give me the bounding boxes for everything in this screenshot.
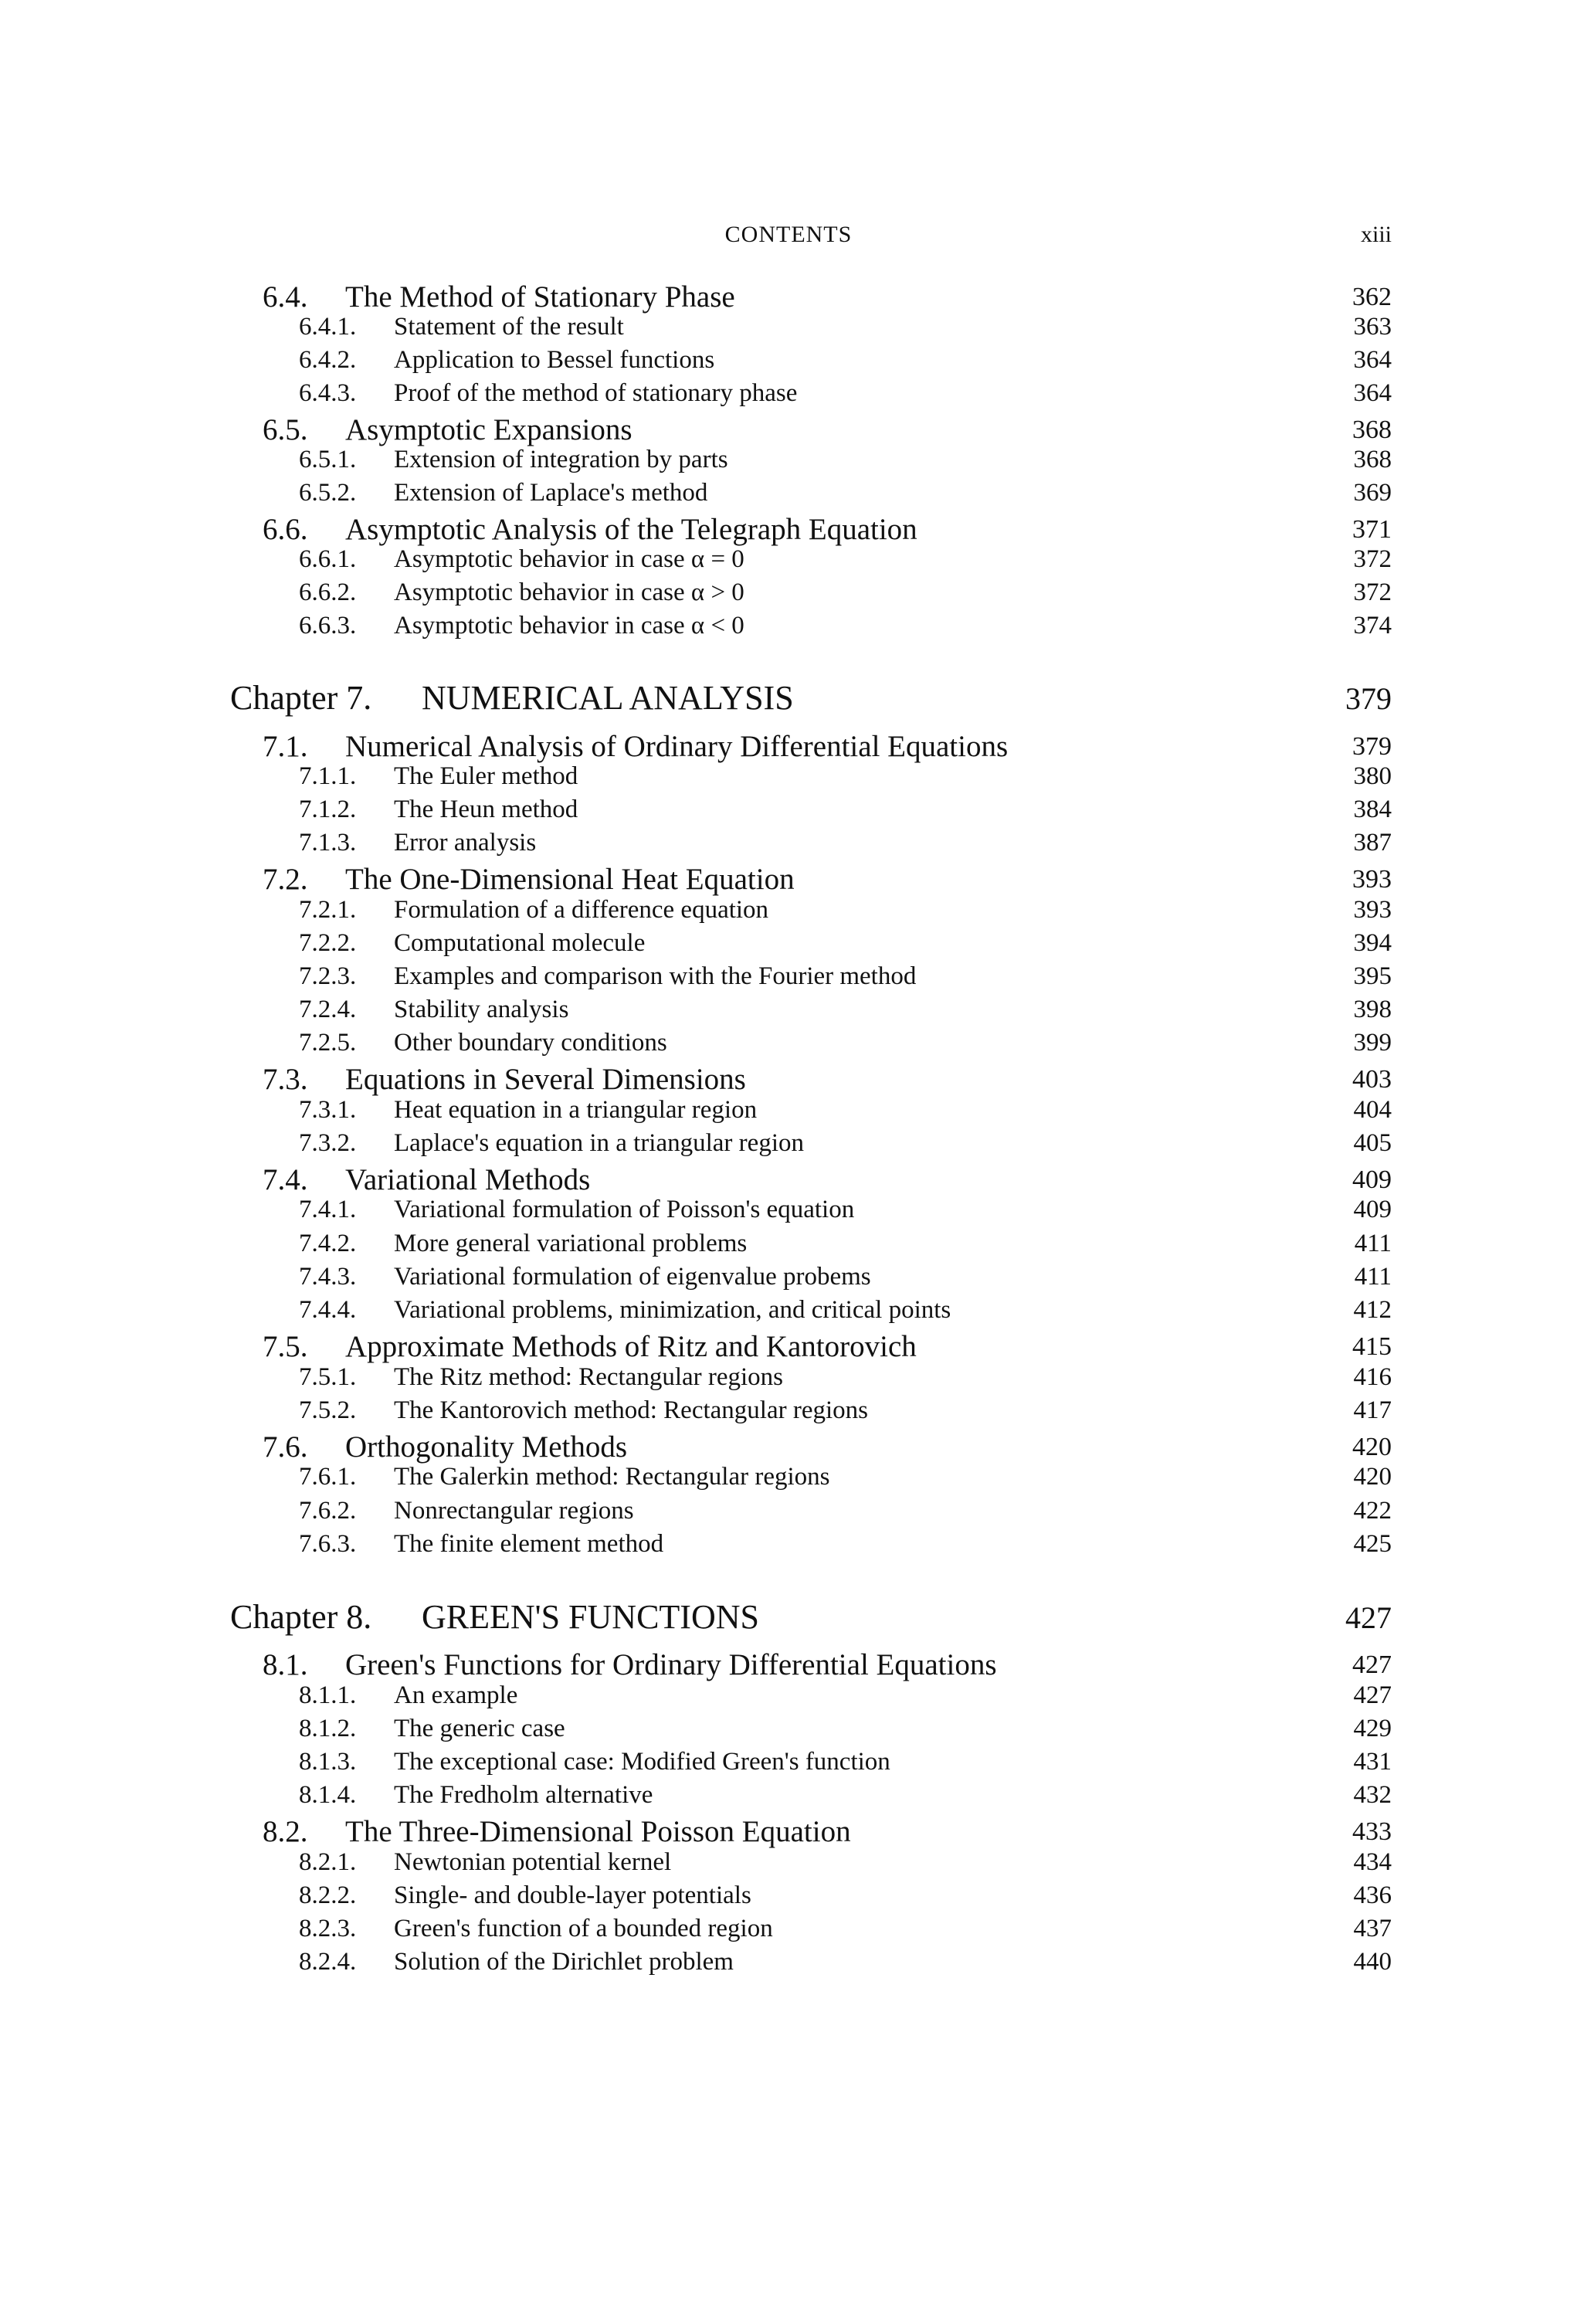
toc-entry-page-number: 393 (1353, 896, 1392, 924)
toc-entry-number: 8.2.1. (299, 1848, 357, 1876)
toc-entry-title: Single- and double-layer potentials (394, 1881, 751, 1909)
toc-entry-title: The Galerkin method: Rectangular regions (394, 1463, 830, 1491)
toc-entry-title: Nonrectangular regions (394, 1497, 634, 1525)
toc-entry-title: Green's Functions for Ordinary Differential Equations (345, 1648, 997, 1681)
toc-entry-page-number: 362 (1352, 283, 1392, 311)
toc-entry-title: Orthogonality Methods (345, 1430, 628, 1464)
toc-entry-number: 6.5.1. (299, 446, 357, 473)
toc-subsection-entry[interactable] (0, 1196, 1577, 1226)
toc-section-entry[interactable] (0, 512, 1577, 548)
toc-subsection-entry[interactable] (0, 1363, 1577, 1394)
toc-entry-number: 6.6.2. (299, 578, 357, 606)
toc-section-entry[interactable] (0, 1430, 1577, 1465)
toc-entry-number: 8.1. (263, 1648, 308, 1681)
toc-entry-title: The exceptional case: Modified Green's function (394, 1748, 890, 1776)
toc-entry-number: 6.4.2. (299, 346, 357, 374)
toc-entry-title: An example (394, 1681, 518, 1709)
toc-entry-title: Asymptotic behavior in case α < 0 (394, 612, 744, 640)
toc-entry-page-number: 415 (1352, 1332, 1392, 1361)
toc-entry-title: The Three-Dimensional Poisson Equation (345, 1815, 851, 1848)
toc-entry-page-number: 412 (1353, 1296, 1392, 1324)
toc-entry-title: The Method of Stationary Phase (345, 280, 735, 314)
toc-entry-page-number: 395 (1353, 962, 1392, 990)
toc-entry-title: Solution of the Dirichlet problem (394, 1948, 734, 1976)
toc-subsection-entry[interactable] (0, 1530, 1577, 1561)
toc-entry-page-number: 420 (1352, 1433, 1392, 1461)
toc-entry-title: Approximate Methods of Ritz and Kantorovich (345, 1330, 917, 1363)
toc-entry-page-number: 425 (1353, 1530, 1392, 1558)
running-header (0, 222, 1577, 253)
toc-entry-title: Proof of the method of stationary phase (394, 379, 798, 407)
toc-entry-title: Stability analysis (394, 996, 569, 1023)
toc-entry-number: 7.3. (263, 1063, 308, 1096)
toc-entry-title: The Ritz method: Rectangular regions (394, 1363, 784, 1391)
toc-subsection-entry[interactable] (0, 929, 1577, 960)
toc-subsection-entry[interactable] (0, 313, 1577, 344)
toc-entry-title: Newtonian potential kernel (394, 1848, 672, 1876)
toc-entry-number: 7.3.2. (299, 1129, 357, 1157)
toc-entry-number: 8.2.4. (299, 1948, 357, 1976)
toc-entry-title: Equations in Several Dimensions (345, 1063, 746, 1096)
toc-entry-page-number: 431 (1353, 1748, 1392, 1776)
toc-entry-page-number: 432 (1353, 1781, 1392, 1809)
toc-entry-title: The Fredholm alternative (394, 1781, 653, 1809)
toc-section-entry[interactable] (0, 1814, 1577, 1850)
toc-entry-title: GREEN'S FUNCTIONS (422, 1598, 759, 1636)
toc-entry-number: 7.2.2. (299, 929, 357, 957)
toc-entry-page-number: 404 (1353, 1096, 1392, 1124)
toc-entry-number: 7.2.5. (299, 1029, 357, 1057)
toc-entry-page-number: 420 (1353, 1463, 1392, 1491)
toc-subsection-entry[interactable] (0, 1497, 1577, 1528)
toc-entry-page-number: 384 (1353, 796, 1392, 823)
toc-entry-page-number: 371 (1352, 515, 1392, 544)
toc-entry-title: Application to Bessel functions (394, 346, 715, 374)
toc-subsection-entry[interactable] (0, 896, 1577, 927)
toc-entry-title: NUMERICAL ANALYSIS (422, 679, 794, 717)
toc-subsection-entry[interactable] (0, 379, 1577, 410)
toc-entry-title: Variational problems, minimization, and critical points (394, 1296, 951, 1324)
toc-subsection-entry[interactable] (0, 829, 1577, 860)
toc-entry-page-number: 427 (1352, 1651, 1392, 1679)
toc-entry-page-number: 411 (1354, 1263, 1392, 1291)
toc-entry-page-number: 379 (1345, 681, 1392, 716)
toc-entry-number: 7.1. (263, 730, 308, 763)
toc-entry-title: Asymptotic behavior in case α = 0 (394, 545, 744, 573)
toc-subsection-entry[interactable] (0, 762, 1577, 793)
toc-section-entry[interactable] (0, 1162, 1577, 1198)
toc-entry-number: 7.1.1. (299, 762, 357, 790)
toc-entry-page-number: 433 (1352, 1817, 1392, 1846)
toc-subsection-entry[interactable] (0, 962, 1577, 993)
toc-entry-page-number: 368 (1352, 416, 1392, 444)
toc-entry-number: 7.2.1. (299, 896, 357, 924)
toc-entry-page-number: 374 (1353, 612, 1392, 640)
toc-entry-page-number: 364 (1353, 379, 1392, 407)
toc-entry-page-number: 398 (1353, 996, 1392, 1023)
toc-subsection-entry[interactable] (0, 1915, 1577, 1946)
toc-entry-title: Examples and comparison with the Fourier method (394, 962, 917, 990)
toc-entry-number: Chapter 8. (230, 1598, 372, 1636)
toc-entry-number: 7.5.2. (299, 1396, 357, 1424)
toc-entry-page-number: 387 (1353, 829, 1392, 857)
toc-entry-number: 6.6.1. (299, 545, 357, 573)
toc-entry-page-number: 422 (1353, 1497, 1392, 1525)
toc-entry-title: Asymptotic behavior in case α > 0 (394, 578, 744, 606)
toc-entry-page-number: 427 (1345, 1600, 1392, 1635)
running-header-title: CONTENTS (724, 222, 853, 247)
toc-entry-number: 7.6.2. (299, 1497, 357, 1525)
toc-entry-number: 6.6. (263, 513, 308, 546)
toc-entry-page-number: 427 (1353, 1681, 1392, 1709)
toc-subsection-entry[interactable] (0, 1396, 1577, 1427)
toc-subsection-entry[interactable] (0, 796, 1577, 826)
toc-entry-title: Variational Methods (345, 1163, 591, 1196)
toc-chapter-entry[interactable] (0, 678, 1577, 718)
toc-section-entry[interactable] (0, 729, 1577, 765)
toc-entry-title: The finite element method (394, 1530, 664, 1558)
toc-entry-title: Extension of Laplace's method (394, 479, 708, 507)
toc-subsection-entry[interactable] (0, 1096, 1577, 1127)
toc-entry-number: 7.2. (263, 863, 308, 896)
toc-entry-number: 7.6.1. (299, 1463, 357, 1491)
toc-subsection-entry[interactable] (0, 1681, 1577, 1712)
toc-section-entry[interactable] (0, 862, 1577, 897)
toc-subsection-entry[interactable] (0, 1029, 1577, 1060)
toc-entry-number: 7.4.2. (299, 1230, 357, 1257)
toc-entry-title: The One-Dimensional Heat Equation (345, 863, 795, 896)
toc-entry-page-number: 416 (1353, 1363, 1392, 1391)
toc-entry-number: 6.4.3. (299, 379, 357, 407)
toc-entry-page-number: 363 (1353, 313, 1392, 341)
running-header-page-number: xiii (1360, 222, 1392, 247)
toc-entry-title: The Euler method (394, 762, 578, 790)
toc-subsection-entry[interactable] (0, 1230, 1577, 1260)
toc-entry-number: 7.1.2. (299, 796, 357, 823)
toc-section-entry[interactable] (0, 412, 1577, 448)
toc-entry-page-number: 368 (1353, 446, 1392, 473)
toc-section-entry[interactable] (0, 1329, 1577, 1365)
toc-entry-number: 6.5.2. (299, 479, 357, 507)
toc-entry-title: The Heun method (394, 796, 578, 823)
toc-chapter-entry[interactable] (0, 1597, 1577, 1637)
toc-entry-title: Green's function of a bounded region (394, 1915, 773, 1942)
toc-section-entry[interactable] (0, 280, 1577, 315)
toc-subsection-entry[interactable] (0, 1781, 1577, 1812)
toc-entry-page-number: 372 (1353, 545, 1392, 573)
toc-subsection-entry[interactable] (0, 578, 1577, 609)
toc-entry-page-number: 379 (1352, 732, 1392, 761)
toc-entry-number: 6.6.3. (299, 612, 357, 640)
toc-entry-number: 7.2.4. (299, 996, 357, 1023)
toc-subsection-entry[interactable] (0, 996, 1577, 1026)
toc-entry-page-number: 372 (1353, 578, 1392, 606)
toc-entry-number: Chapter 7. (230, 679, 372, 717)
toc-subsection-entry[interactable] (0, 612, 1577, 643)
toc-entry-number: 8.1.1. (299, 1681, 357, 1709)
toc-entry-page-number: 436 (1353, 1881, 1392, 1909)
toc-section-entry[interactable] (0, 1647, 1577, 1683)
toc-entry-title: Statement of the result (394, 313, 624, 341)
toc-entry-page-number: 380 (1353, 762, 1392, 790)
toc-entry-title: The generic case (394, 1715, 565, 1742)
toc-entry-title: Asymptotic Analysis of the Telegraph Equation (345, 513, 917, 546)
toc-subsection-entry[interactable] (0, 479, 1577, 510)
toc-entry-title: More general variational problems (394, 1230, 748, 1257)
toc-entry-title: Heat equation in a triangular region (394, 1096, 758, 1124)
toc-entry-number: 7.4.1. (299, 1196, 357, 1223)
toc-entry-number: 7.3.1. (299, 1096, 357, 1124)
toc-subsection-entry[interactable] (0, 1748, 1577, 1779)
toc-entry-page-number: 437 (1353, 1915, 1392, 1942)
toc-subsection-entry[interactable] (0, 1948, 1577, 1979)
toc-entry-number: 6.4. (263, 280, 308, 314)
toc-entry-title: Error analysis (394, 829, 537, 857)
toc-entry-number: 7.5.1. (299, 1363, 357, 1391)
toc-subsection-entry[interactable] (0, 545, 1577, 576)
toc-entry-number: 8.1.4. (299, 1781, 357, 1809)
toc-entry-number: 7.4.4. (299, 1296, 357, 1324)
toc-entry-number: 6.4.1. (299, 313, 357, 341)
toc-subsection-entry[interactable] (0, 346, 1577, 377)
toc-subsection-entry[interactable] (0, 446, 1577, 477)
toc-entry-number: 7.6.3. (299, 1530, 357, 1558)
toc-entry-number: 8.1.2. (299, 1715, 357, 1742)
toc-entry-number: 7.5. (263, 1330, 308, 1363)
toc-entry-title: The Kantorovich method: Rectangular regions (394, 1396, 868, 1424)
toc-entry-page-number: 434 (1353, 1848, 1392, 1876)
toc-entry-page-number: 403 (1352, 1065, 1392, 1094)
toc-entry-page-number: 399 (1353, 1029, 1392, 1057)
toc-entry-number: 7.6. (263, 1430, 308, 1464)
toc-entry-number: 6.5. (263, 413, 308, 446)
toc-entry-number: 7.4. (263, 1163, 308, 1196)
toc-subsection-entry[interactable] (0, 1129, 1577, 1160)
toc-subsection-entry[interactable] (0, 1296, 1577, 1327)
toc-entry-title: Variational formulation of Poisson's equation (394, 1196, 855, 1223)
toc-entry-number: 8.2. (263, 1815, 308, 1848)
toc-entry-number: 7.1.3. (299, 829, 357, 857)
toc-entry-page-number: 417 (1353, 1396, 1392, 1424)
toc-entry-page-number: 409 (1352, 1165, 1392, 1194)
toc-entry-page-number: 369 (1353, 479, 1392, 507)
toc-entry-title: Laplace's equation in a triangular region (394, 1129, 804, 1157)
toc-subsection-entry[interactable] (0, 1848, 1577, 1879)
toc-entry-page-number: 393 (1352, 865, 1392, 894)
toc-entry-page-number: 411 (1354, 1230, 1392, 1257)
toc-entry-page-number: 405 (1353, 1129, 1392, 1157)
toc-subsection-entry[interactable] (0, 1263, 1577, 1294)
toc-entry-title: Asymptotic Expansions (345, 413, 632, 446)
toc-entry-number: 7.4.3. (299, 1263, 357, 1291)
toc-entry-title: Computational molecule (394, 929, 646, 957)
toc-entry-title: Formulation of a difference equation (394, 896, 769, 924)
toc-subsection-entry[interactable] (0, 1463, 1577, 1494)
toc-entry-title: Other boundary conditions (394, 1029, 667, 1057)
toc-entry-number: 8.2.2. (299, 1881, 357, 1909)
toc-entry-page-number: 409 (1353, 1196, 1392, 1223)
toc-entry-title: Extension of integration by parts (394, 446, 728, 473)
toc-entry-page-number: 440 (1353, 1948, 1392, 1976)
toc-entry-title: Numerical Analysis of Ordinary Differential Equations (345, 730, 1009, 763)
toc-entry-page-number: 429 (1353, 1715, 1392, 1742)
toc-entry-page-number: 394 (1353, 929, 1392, 957)
toc-subsection-entry[interactable] (0, 1881, 1577, 1912)
toc-entry-page-number: 364 (1353, 346, 1392, 374)
toc-entry-number: 8.2.3. (299, 1915, 357, 1942)
toc-section-entry[interactable] (0, 1062, 1577, 1098)
toc-entry-number: 7.2.3. (299, 962, 357, 990)
toc-entry-title: Variational formulation of eigenvalue probems (394, 1263, 871, 1291)
toc-entry-number: 8.1.3. (299, 1748, 357, 1776)
toc-subsection-entry[interactable] (0, 1715, 1577, 1746)
